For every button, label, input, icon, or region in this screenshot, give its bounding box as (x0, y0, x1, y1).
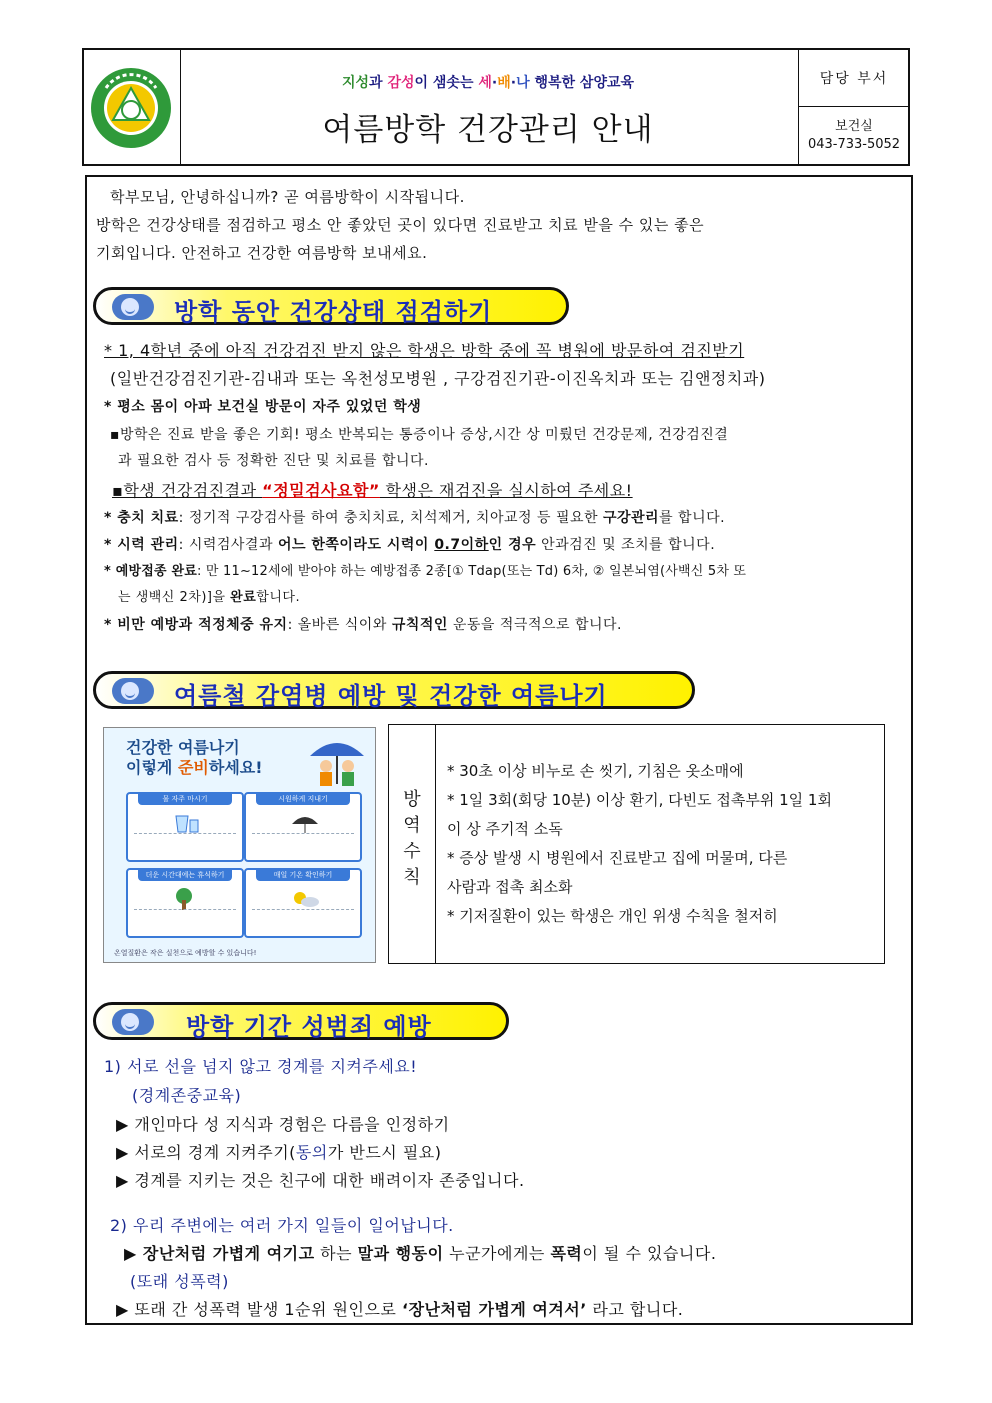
text-part: * 충치 치료 (104, 510, 179, 526)
slogan-part: 감성 (387, 75, 415, 91)
smile-face-icon (112, 678, 154, 704)
office-phone: 043-733-5052 (807, 137, 901, 152)
check-item: * 평소 몸이 아파 보건실 방문이 자주 있었던 학생 (104, 399, 422, 415)
weather-icon (290, 888, 320, 910)
check-item-sub: (일반건강검진기관-김내과 또는 옥천성모병원 , 구강검진기관-이진옥치과 또는 김앤정치과) (110, 369, 766, 388)
slogan-part: 배 (497, 75, 511, 91)
text-part: 학생은 재검진을 실시하여 주세요! (379, 481, 633, 500)
slogan-part: 이 샘솟는 (414, 75, 479, 91)
bullet-item (124, 1241, 716, 1264)
text-part: 는 생백신 2차)]을 (118, 590, 231, 605)
text-part: : 정기적 구강검사를 하여 충치치료, 치석제거, 치아교정 등 필요한 (178, 510, 603, 526)
text-part: ‘장난처럼 가볍게 여겨서’ (401, 1300, 587, 1319)
rules-label (389, 787, 435, 891)
prevention-point-sub: (경계존중교육) (132, 1086, 242, 1105)
text-part: 규칙적인 (391, 617, 448, 633)
check-item-detail: 과 필요한 검사 등 정확한 진단 및 치료를 합니다. (118, 453, 430, 469)
text-part: 준비 (177, 758, 209, 777)
text-part: 어느 한쪽이라도 시력이 (277, 537, 435, 553)
text-part: : 시력검사결과 (178, 537, 278, 553)
prevention-point-sub: (또래 성폭력) (130, 1272, 229, 1291)
rule-line: 사람과 접촉 최소화 (447, 878, 573, 896)
text-part: 하는 (314, 1244, 358, 1263)
text-part: 폭력 (550, 1244, 583, 1263)
intro-line: 기회입니다. 안전하고 건강한 여름방학 보내세요. (96, 244, 428, 262)
section-heading: 방학 기간 성범죄 예방 (186, 1013, 432, 1041)
intro-line: 학부모님, 안녕하십니까? 곧 여름방학이 시작됩니다. (110, 188, 465, 206)
text-part: : 만 11~12세에 받아야 하는 예방접종 2종[① Tdap(또는 Td) 6차, ② 일본뇌염(사백신 5차 또 (197, 564, 747, 579)
section-heading: 여름철 감염병 예방 및 건강한 여름나기 (174, 682, 608, 710)
text-part: 합니다. (256, 590, 301, 605)
poster-cell (244, 868, 362, 938)
rule-line: * 30초 이상 비누로 손 씻기, 기침은 옷소매에 (447, 762, 744, 780)
umbrella-icon (290, 812, 320, 834)
poster-cell-title: 물 자주 마시기 (138, 793, 232, 805)
section-heading: 방학 동안 건강상태 점검하기 (174, 298, 493, 326)
school-logo-icon (86, 52, 176, 164)
rules-label-char: 역 (403, 815, 421, 836)
check-item-detail: ▪방학은 진료 받을 좋은 기회! 평소 반복되는 통증이나 증상,시간 상 미뤘던 건강문제, 건강검진결 (110, 427, 729, 443)
text-part: 동의 (295, 1143, 328, 1162)
text-part: 인 경우 (488, 537, 537, 553)
poster-cell (126, 868, 244, 938)
text-part: 누군가에게는 (443, 1244, 551, 1263)
poster-cell (244, 792, 362, 862)
check-item (104, 614, 622, 634)
text-part: ▶ 장난처럼 가볍게 여기고 (124, 1244, 315, 1263)
poster-cell-title: 매일 기온 확인하기 (256, 869, 350, 881)
poster-title-line (126, 758, 263, 778)
check-item: * 1, 4학년 중에 아직 건강검진 받지 않은 학생은 방학 중에 꼭 병원에 방문하여 검진받기 (104, 341, 745, 360)
slogan (180, 72, 796, 92)
rule-line: 이 상 주기적 소독 (447, 820, 563, 838)
check-item (112, 478, 633, 501)
text-part: 라고 합니다. (586, 1300, 684, 1319)
slogan-part: · (510, 75, 517, 91)
poster-title (126, 738, 263, 778)
tree-shade-icon (172, 888, 202, 910)
text-part: : 올바른 식이와 (287, 617, 392, 633)
poster-cell-title: 더운 시간대에는 휴식하기 (138, 869, 232, 881)
rules-list (447, 757, 876, 931)
check-item (104, 560, 746, 579)
text-part: * 예방접종 완료 (104, 564, 197, 579)
health-poster (103, 727, 376, 963)
poster-cell-title: 시원하게 지내기 (256, 793, 350, 805)
slogan-part: 행복한 삼양교육 (529, 75, 635, 91)
bullet-item (116, 1297, 683, 1320)
text-part: “정밀검사요함” (262, 481, 380, 500)
check-item (104, 507, 725, 527)
rule-line: * 1일 3회(회당 10분) 이상 환기, 다빈도 접촉부위 1일 1회 (447, 791, 832, 809)
dept-label: 담당 부서 (819, 71, 889, 87)
section-banner (93, 287, 569, 325)
bullet-item: ▶ 개인마다 성 지식과 경험은 다름을 인정하기 (116, 1115, 450, 1134)
poster-footer: 온열질환은 작은 실천으로 예방할 수 있습니다! (114, 949, 257, 957)
rule-line: * 증상 발생 시 병원에서 진료받고 집에 머물며, 다른 (447, 849, 788, 867)
text-part: ▶ 서로의 경계 지켜주기( (116, 1143, 296, 1162)
bullet-item (116, 1140, 442, 1163)
text-part: 이 될 수 있습니다. (582, 1244, 717, 1263)
text-part: 가 반드시 필요) (327, 1143, 442, 1162)
text-part: * 시력 관리 (104, 537, 179, 553)
text-part: 안과검진 및 조치를 합니다. (536, 537, 716, 553)
text-part: ▶ 또래 간 성폭력 발생 1순위 원인으로 (116, 1300, 402, 1319)
slogan-part: 세 (478, 75, 492, 91)
text-part: 완료 (230, 590, 257, 605)
text-part: 0.7이하 (434, 537, 489, 553)
slogan-part: 나 (516, 75, 530, 91)
text-part: 를 합니다. (659, 510, 726, 526)
text-part: 말과 행동이 (357, 1244, 444, 1263)
slogan-part: 지성 (341, 75, 370, 91)
rule-line: * 기저질환이 있는 학생은 개인 위생 수칙을 철저히 (447, 907, 778, 925)
smile-face-icon (112, 1009, 154, 1035)
text-part: 이렇게 (126, 758, 178, 777)
text-part: * 비만 예방과 적정체중 유지 (104, 617, 288, 633)
section-banner (93, 1002, 509, 1040)
page-title: 여름방학 건강관리 안내 (322, 112, 654, 148)
check-item (104, 534, 715, 554)
water-cup-icon (172, 812, 202, 834)
bullet-item: ▶ 경계를 지키는 것은 친구에 대한 배려이자 존중입니다. (116, 1171, 525, 1190)
smile-face-icon (112, 294, 154, 320)
text-part: 구강관리 (602, 510, 660, 526)
slogan-part: 과 (369, 75, 388, 91)
prevention-rules-table (388, 724, 885, 964)
text-part: 운동을 적극적으로 합니다. (447, 617, 622, 633)
slogan-part: · (491, 75, 498, 91)
kids-umbrella-icon (302, 734, 372, 790)
section-banner (93, 671, 695, 709)
intro-line: 방학은 건강상태를 점검하고 평소 안 좋았던 곳이 있다면 진료받고 치료 받을 수 있는 좋은 (96, 216, 705, 234)
poster-title-line: 건강한 여름나기 (126, 738, 240, 757)
prevention-point: 2) 우리 주변에는 여러 가지 일들이 일어납니다. (110, 1216, 454, 1235)
text-part: ▪학생 건강검진결과 (112, 481, 263, 500)
rules-label-char: 칙 (403, 867, 421, 888)
prevention-point: 1) 서로 선을 넘지 않고 경계를 지켜주세요! (104, 1057, 418, 1076)
office-contact (798, 118, 910, 154)
check-item-detail (118, 586, 300, 605)
rules-label-char: 수 (403, 841, 421, 862)
office-name: 보건실 (835, 119, 873, 134)
rules-label-char: 방 (403, 789, 421, 810)
poster-cell (126, 792, 244, 862)
text-part: 하세요! (208, 758, 263, 777)
